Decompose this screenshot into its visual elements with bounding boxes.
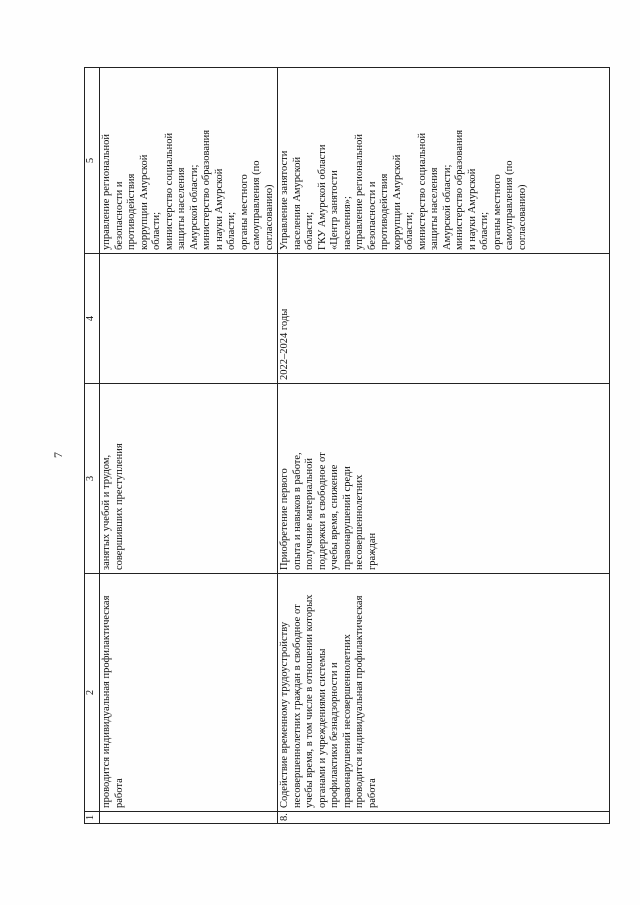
cell-text-line: Амурской области; <box>188 164 200 250</box>
cell-text-line: работа <box>113 778 125 808</box>
cell-text-line: министерство образования <box>201 129 212 250</box>
header-col-3: 3 <box>85 384 100 574</box>
cell-text-line: опыта и навыков в работе, <box>291 452 303 570</box>
cell-text-line: безопасности и <box>366 181 378 250</box>
cell-col5 <box>278 68 610 254</box>
row-number: 8. <box>279 813 290 821</box>
cell-text-line: министерство социальной <box>416 132 428 250</box>
cell-text-line: самоуправления (по <box>504 160 515 250</box>
cell-col3 <box>100 384 278 574</box>
cell-text-line: области; <box>226 211 237 250</box>
cell-text-line: органы местного <box>491 174 503 250</box>
cell-text-line: проводится индивидуальная профилактическая <box>354 595 365 808</box>
row-number-cell <box>100 812 278 824</box>
cell-text-line: противодействия <box>126 173 137 250</box>
header-col-2: 2 <box>85 574 100 812</box>
cell-text-line: несовершеннолетних граждан в свободное от <box>291 604 303 808</box>
cell-text-line: учебы время, снижение <box>329 464 340 570</box>
cell-text-line: 2022–2024 годы <box>279 308 290 380</box>
cell-col2 <box>100 574 278 812</box>
cell-text-line: управление региональной <box>101 134 112 250</box>
cell-text-line: правонарушений среди <box>341 466 353 570</box>
cell-text-line: области; <box>404 211 415 250</box>
cell-text-line: граждан <box>366 532 378 570</box>
cell-text-line: поддержки в свободное от <box>316 452 328 570</box>
header-col-1: 1 <box>85 812 100 824</box>
cell-text-line: самоуправления (по <box>251 160 262 250</box>
cell-text-line: проводится индивидуальная профилактическая <box>101 595 112 808</box>
cell-text-line: правонарушений несовершеннолетних <box>341 634 353 808</box>
table-row <box>100 68 278 824</box>
cell-text-line: согласованию) <box>516 184 528 250</box>
cell-text-line: министерство социальной <box>163 132 175 250</box>
cell-text-line: работа <box>366 778 378 808</box>
cell-text-line: ГКУ Амурской области <box>316 144 328 250</box>
cell-text-line: Содействие временному трудоустройству <box>279 621 290 808</box>
cell-text-line: коррупции Амурской <box>138 154 150 250</box>
cell-text-line: Амурской области; <box>441 164 453 250</box>
cell-text-line: и науки Амурской <box>466 168 478 250</box>
cell-text-line: Управление занятости <box>279 150 290 250</box>
cell-text-line: противодействия <box>379 173 390 250</box>
cell-col2 <box>278 574 610 812</box>
header-col-5: 5 <box>85 68 100 254</box>
cell-text-line: населения Амурской <box>291 156 303 250</box>
cell-text-line: получение материальной <box>304 457 315 570</box>
table-row <box>278 68 610 824</box>
cell-text-line: коррупции Амурской <box>391 154 403 250</box>
cell-text-line: безопасности и <box>113 181 125 250</box>
page-number: 7 <box>51 452 65 458</box>
cell-text-line: и науки Амурской <box>213 168 225 250</box>
cell-text-line: совершивших преступления <box>113 443 125 570</box>
row-number-cell <box>278 812 610 824</box>
cell-text-line: органы местного <box>238 174 250 250</box>
cell-col4 <box>100 254 278 384</box>
cell-col5 <box>100 68 278 254</box>
cell-text-line: защиты населения <box>176 167 187 250</box>
cell-text-line: области; <box>304 211 315 250</box>
rotated-table-container <box>84 68 580 824</box>
cell-col4 <box>278 254 610 384</box>
cell-text-line: министерство образования <box>454 129 465 250</box>
header-row <box>85 68 100 824</box>
cell-text-line: профилактики безнадзорности и <box>329 662 340 808</box>
measures-table <box>84 67 610 824</box>
cell-text-line: области; <box>151 211 162 250</box>
cell-text-line: населения»; <box>341 196 353 250</box>
cell-text-line: занятых учебой и трудом, <box>101 454 112 570</box>
cell-text-line: согласованию) <box>263 184 275 250</box>
cell-text-line: защиты населения <box>429 167 440 250</box>
cell-text-line: области; <box>479 211 490 250</box>
cell-text-line: несовершеннолетних <box>354 474 365 570</box>
cell-col3 <box>278 384 610 574</box>
header-col-4: 4 <box>85 254 100 384</box>
cell-text-line: учебы время, в том числе в отношении которых <box>304 594 315 808</box>
cell-text-line: «Центр занятости <box>329 170 340 250</box>
cell-text-line: органами и учреждениями системы <box>316 648 328 808</box>
cell-text-line: Приобретение первого <box>279 468 290 570</box>
cell-text-line: управление региональной <box>354 134 365 250</box>
